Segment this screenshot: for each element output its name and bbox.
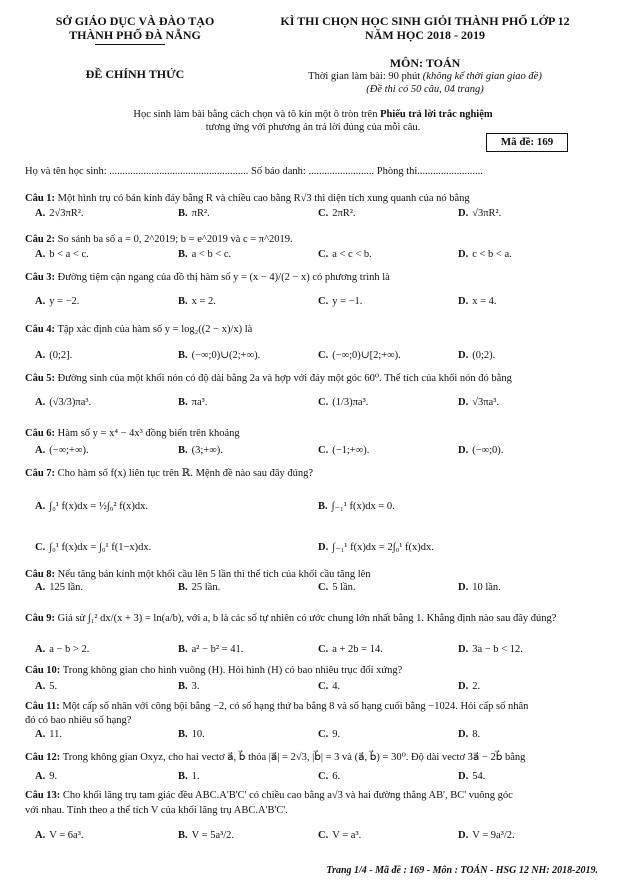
answer-text: V = 5a³/2. <box>191 830 235 841</box>
answer-sheet-name: Phiếu trả lời trắc nghiệm <box>380 109 493 120</box>
question-label: Câu 4: <box>25 324 56 335</box>
answer-d[interactable]: D. ∫₋₁¹ f(x)dx = 2∫₀¹ f(x)dx. <box>318 542 434 553</box>
question-10 <box>25 664 610 677</box>
question-7 <box>25 467 610 480</box>
exam-title: KÌ THI CHỌN HỌC SINH GIỎI THÀNH PHỐ LỚP 12 <box>280 14 570 28</box>
time-text: Thời gian làm bài: 90 phút <box>308 71 421 82</box>
question-11-cont <box>25 714 610 727</box>
question-label: Câu 13: <box>25 790 61 801</box>
question-text: đó có bao nhiêu số hạng? <box>25 715 132 726</box>
answer-text: 3a − b < 12. <box>472 644 523 655</box>
answer-text: 2πR². <box>332 208 356 219</box>
answer-a[interactable]: A. ∫₀¹ f(x)dx = ½∫₀² f(x)dx. <box>35 501 148 512</box>
answer-a[interactable]: A. 11. <box>35 729 62 740</box>
question-label: Câu 2: <box>25 234 56 245</box>
question-text: So sánh ba số a = 0, 2^2019; b = e^2019 và c = π^2019. <box>57 234 293 245</box>
answer-text: (−∞;0)∪[2;+∞). <box>332 350 401 361</box>
question-13 <box>25 789 610 802</box>
answer-text: (3;+∞). <box>191 445 223 456</box>
answer-a[interactable]: A. (√3/3)πa³. <box>35 397 92 408</box>
answer-c[interactable]: C. 2πR². <box>318 208 356 219</box>
answer-text: (0;2). <box>472 350 496 361</box>
answer-b[interactable]: B. (−∞;0)∪(2;+∞). <box>178 350 261 361</box>
answer-text: ∫₋₁¹ f(x)dx = 2∫₀¹ f(x)dx. <box>332 542 434 553</box>
answer-a[interactable]: A. b < a < c. <box>35 249 89 260</box>
answer-text: 4. <box>332 681 341 692</box>
answer-d[interactable]: D. 54. <box>458 771 486 782</box>
answer-text: V = a³. <box>332 830 362 841</box>
answer-c[interactable]: C. 6. <box>318 771 341 782</box>
question-text: Nếu tăng bán kính một khối cầu lên 5 lần thì thể tích của khối cầu tăng lên <box>57 569 371 580</box>
answer-text: 9. <box>332 729 341 740</box>
answer-d[interactable]: D. 3a − b < 12. <box>458 644 523 655</box>
answer-a[interactable]: A. 9. <box>35 771 58 782</box>
answer-a[interactable]: A. V = 6a³. <box>35 830 84 841</box>
answer-b[interactable]: B. (3;+∞). <box>178 445 223 456</box>
answer-text: a − b > 2. <box>49 644 90 655</box>
answer-b[interactable]: B. 1. <box>178 771 200 782</box>
answer-c[interactable]: C. (−1;+∞). <box>318 445 370 456</box>
answer-text: (−1;+∞). <box>332 445 370 456</box>
answer-a[interactable]: A. 125 lần. <box>35 582 84 593</box>
page-footer: Trang 1/4 - Mã đề : 169 - Môn : TOÁN - HSG 12 NH: 2018-2019. <box>326 865 598 876</box>
student-info-line: Họ và tên học sinh: ..................................................... Số báo danh: ......................... Phòng thi......................... <box>25 166 483 177</box>
department-name: SỞ GIÁO DỤC VÀ ĐÀO TẠO <box>55 14 215 28</box>
question-6 <box>25 427 610 440</box>
divider <box>95 44 165 45</box>
answer-d[interactable]: D. (0;2). <box>458 350 496 361</box>
answer-text: V = 6a³. <box>49 830 84 841</box>
answer-b[interactable]: B. 10. <box>178 729 205 740</box>
answer-c[interactable]: C. 4. <box>318 681 341 692</box>
question-text: Giả sử ∫₁² dx/(x + 3) = ln(a/b), với a, b là các số tự nhiên có ước chung lớn nhất bằng 1. Khẳng định nào sau đây đúng? <box>57 613 557 624</box>
question-text: Một hình trụ có bán kính đáy bằng R và chiều cao bằng R√3 thì diện tích xung quanh của nó bằng <box>57 193 470 204</box>
question-9 <box>25 612 610 625</box>
answer-a[interactable]: A. 5. <box>35 681 58 692</box>
answer-text: a < c < b. <box>332 249 372 260</box>
official-label: ĐỀ CHÍNH THỨC <box>85 67 185 81</box>
answer-text: ∫₋₁¹ f(x)dx = 0. <box>331 501 395 512</box>
answer-text: √3πR². <box>472 208 502 219</box>
question-1 <box>25 192 610 205</box>
question-label: Câu 10: <box>25 665 61 676</box>
question-label: Câu 3: <box>25 272 56 283</box>
answer-c[interactable]: C. V = a³. <box>318 830 362 841</box>
answer-a[interactable]: A. (0;2]. <box>35 350 73 361</box>
answer-c[interactable]: C. a < c < b. <box>318 249 372 260</box>
answer-text: (0;2]. <box>49 350 73 361</box>
question-label: Câu 11: <box>25 701 60 712</box>
question-text: Tập xác định của hàm số y = log₂((2 − x)/x) là <box>57 324 253 335</box>
question-2 <box>25 233 610 246</box>
answer-c[interactable]: C. a + 2b = 14. <box>318 644 383 655</box>
answer-d[interactable]: D. √3πR². <box>458 208 502 219</box>
instruction-text: Học sinh làm bài bằng cách chọn và tô kín một ô tròn trên <box>133 109 381 120</box>
question-text: với nhau. Tính theo a thể tích V của khối lăng trụ ABC.A'B'C'. <box>25 805 288 816</box>
pages-note: (Đề thi có 50 câu, 04 trang) <box>366 84 484 95</box>
answer-c[interactable]: C. (−∞;0)∪[2;+∞). <box>318 350 401 361</box>
question-text: Một cấp số nhân với công bội bằng −2, có số hạng thứ ba bằng 8 và số hạng cuối bằng −1024. Hỏi cấp số nhân <box>62 701 529 712</box>
question-text: Trong không gian cho hình vuông (H). Hỏi hình (H) có bao nhiêu trục đối xứng? <box>62 665 403 676</box>
question-3 <box>25 271 610 284</box>
question-12 <box>25 751 610 764</box>
answer-c[interactable]: C. 9. <box>318 729 341 740</box>
question-text: Hàm số y = x⁴ − 4x³ đồng biến trên khoảng <box>57 428 240 439</box>
question-5 <box>25 372 610 385</box>
answer-text: 5 lần. <box>332 582 356 593</box>
answer-d[interactable]: D. √3πa³. <box>458 397 499 408</box>
answer-text: 9. <box>49 771 58 782</box>
question-text: Đường tiệm cận ngang của đồ thị hàm số y = (x − 4)/(2 − x) có phương trình là <box>57 272 390 283</box>
answer-text: 54. <box>472 771 486 782</box>
question-text: Cho khối lăng trụ tam giác đều ABC.A'B'C' có chiều cao bằng a√3 và hai đường thẳng AB', BC' vuông góc <box>62 790 513 801</box>
answer-d[interactable]: D. V = 9a³/2. <box>458 830 515 841</box>
answer-text: 2. <box>472 681 481 692</box>
answer-text: y = −2. <box>49 296 80 307</box>
answer-text: (−∞;0). <box>472 445 504 456</box>
answer-b[interactable]: B. 25 lần. <box>178 582 221 593</box>
question-text: Đường sinh của một khối nón có độ dài bằng 2a và hợp với đáy một góc 60⁰. Thể tích của khối nón đó bằng <box>57 373 512 384</box>
answer-a[interactable]: A. a − b > 2. <box>35 644 90 655</box>
answer-text: 3. <box>191 681 200 692</box>
answer-text: 125 lần. <box>49 582 84 593</box>
question-label: Câu 5: <box>25 373 56 384</box>
school-year: NĂM HỌC 2018 - 2019 <box>365 28 485 42</box>
answer-c[interactable]: C. y = −1. <box>318 296 363 307</box>
question-label: Câu 12: <box>25 752 61 763</box>
question-label: Câu 7: <box>25 468 56 479</box>
answer-text: (√3/3)πa³. <box>49 397 92 408</box>
time-note: (không kể thời gian giao đề) <box>422 71 542 82</box>
answer-text: x = 4. <box>472 296 497 307</box>
time-limit <box>250 70 600 84</box>
question-text: Trong không gian Oxyz, cho hai vectơ a⃗, b⃗ thỏa |a⃗| = 2√3, |b⃗| = 3 và (a⃗, b⃗) = 30⁰. Độ dài vectơ 3a⃗ − 2b⃗ bằng <box>62 752 526 763</box>
answer-b[interactable]: B. a < b < c. <box>178 249 232 260</box>
answer-text: ∫₀¹ f(x)dx = ½∫₀² f(x)dx. <box>49 501 148 512</box>
question-label: Câu 9: <box>25 613 56 624</box>
question-label: Câu 6: <box>25 428 56 439</box>
answer-text: 2√3πR². <box>49 208 84 219</box>
answer-a[interactable]: A. (−∞;+∞). <box>35 445 89 456</box>
answer-text: 5. <box>49 681 58 692</box>
question-4 <box>25 323 610 336</box>
answer-text: (−∞;+∞). <box>49 445 89 456</box>
answer-text: y = −1. <box>332 296 363 307</box>
answer-text: 10 lần. <box>472 582 501 593</box>
instruction <box>40 108 586 134</box>
subject: MÔN: TOÁN <box>389 56 461 70</box>
question-13-cont <box>25 804 610 817</box>
answer-text: ∫₀¹ f(x)dx = ∫₀¹ f(1−x)dx. <box>49 542 152 553</box>
answer-text: a + 2b = 14. <box>332 644 383 655</box>
answer-b[interactable]: B. πa³. <box>178 397 208 408</box>
answer-d[interactable]: D. 10 lần. <box>458 582 501 593</box>
answer-d[interactable]: D. 2. <box>458 681 481 692</box>
answer-text: √3πa³. <box>472 397 499 408</box>
question-8 <box>25 568 610 581</box>
answer-b[interactable]: B. 3. <box>178 681 200 692</box>
answer-text: 1. <box>191 771 200 782</box>
answer-d[interactable]: D. 8. <box>458 729 481 740</box>
answer-c[interactable]: C. 5 lần. <box>318 582 356 593</box>
question-text: Cho hàm số f(x) liên tục trên ℝ. Mệnh đề nào sau đây đúng? <box>57 468 314 479</box>
question-label: Câu 1: <box>25 193 56 204</box>
answer-c[interactable]: C. (1/3)πa³. <box>318 397 369 408</box>
question-label: Câu 8: <box>25 569 56 580</box>
answer-text: (−∞;0)∪(2;+∞). <box>191 350 261 361</box>
answer-text: x = 2. <box>191 296 216 307</box>
answer-text: 11. <box>49 729 62 740</box>
answer-text: 25 lần. <box>191 582 221 593</box>
exam-code-box: Mã đề: 169 <box>486 133 568 152</box>
answer-text: 8. <box>472 729 481 740</box>
answer-text: 10. <box>191 729 205 740</box>
answer-text: c < b < a. <box>472 249 512 260</box>
instruction-text-2: tương ứng với phương án trả lời đúng của mỗi câu. <box>205 122 421 133</box>
answer-b[interactable]: B. a² − b² = 41. <box>178 644 244 655</box>
question-11 <box>25 700 610 713</box>
answer-c[interactable]: C. ∫₀¹ f(x)dx = ∫₀¹ f(1−x)dx. <box>35 542 152 553</box>
answer-text: a² − b² = 41. <box>191 644 244 655</box>
answer-text: b < a < c. <box>49 249 89 260</box>
answer-text: 6. <box>332 771 341 782</box>
answer-text: πR². <box>191 208 210 219</box>
answer-text: πa³. <box>191 397 208 408</box>
answer-d[interactable]: D. c < b < a. <box>458 249 512 260</box>
answer-b[interactable]: B. πR². <box>178 208 210 219</box>
answer-b[interactable]: B. x = 2. <box>178 296 216 307</box>
answer-d[interactable]: D. x = 4. <box>458 296 497 307</box>
answer-b[interactable]: B. V = 5a³/2. <box>178 830 235 841</box>
answer-b[interactable]: B. ∫₋₁¹ f(x)dx = 0. <box>318 501 395 512</box>
answer-text: (1/3)πa³. <box>332 397 369 408</box>
answer-a[interactable]: A. 2√3πR². <box>35 208 84 219</box>
answer-d[interactable]: D. (−∞;0). <box>458 445 504 456</box>
answer-text: V = 9a³/2. <box>472 830 515 841</box>
answer-text: a < b < c. <box>191 249 232 260</box>
city-name: THÀNH PHỐ ĐÀ NẴNG <box>69 28 201 42</box>
answer-a[interactable]: A. y = −2. <box>35 296 80 307</box>
